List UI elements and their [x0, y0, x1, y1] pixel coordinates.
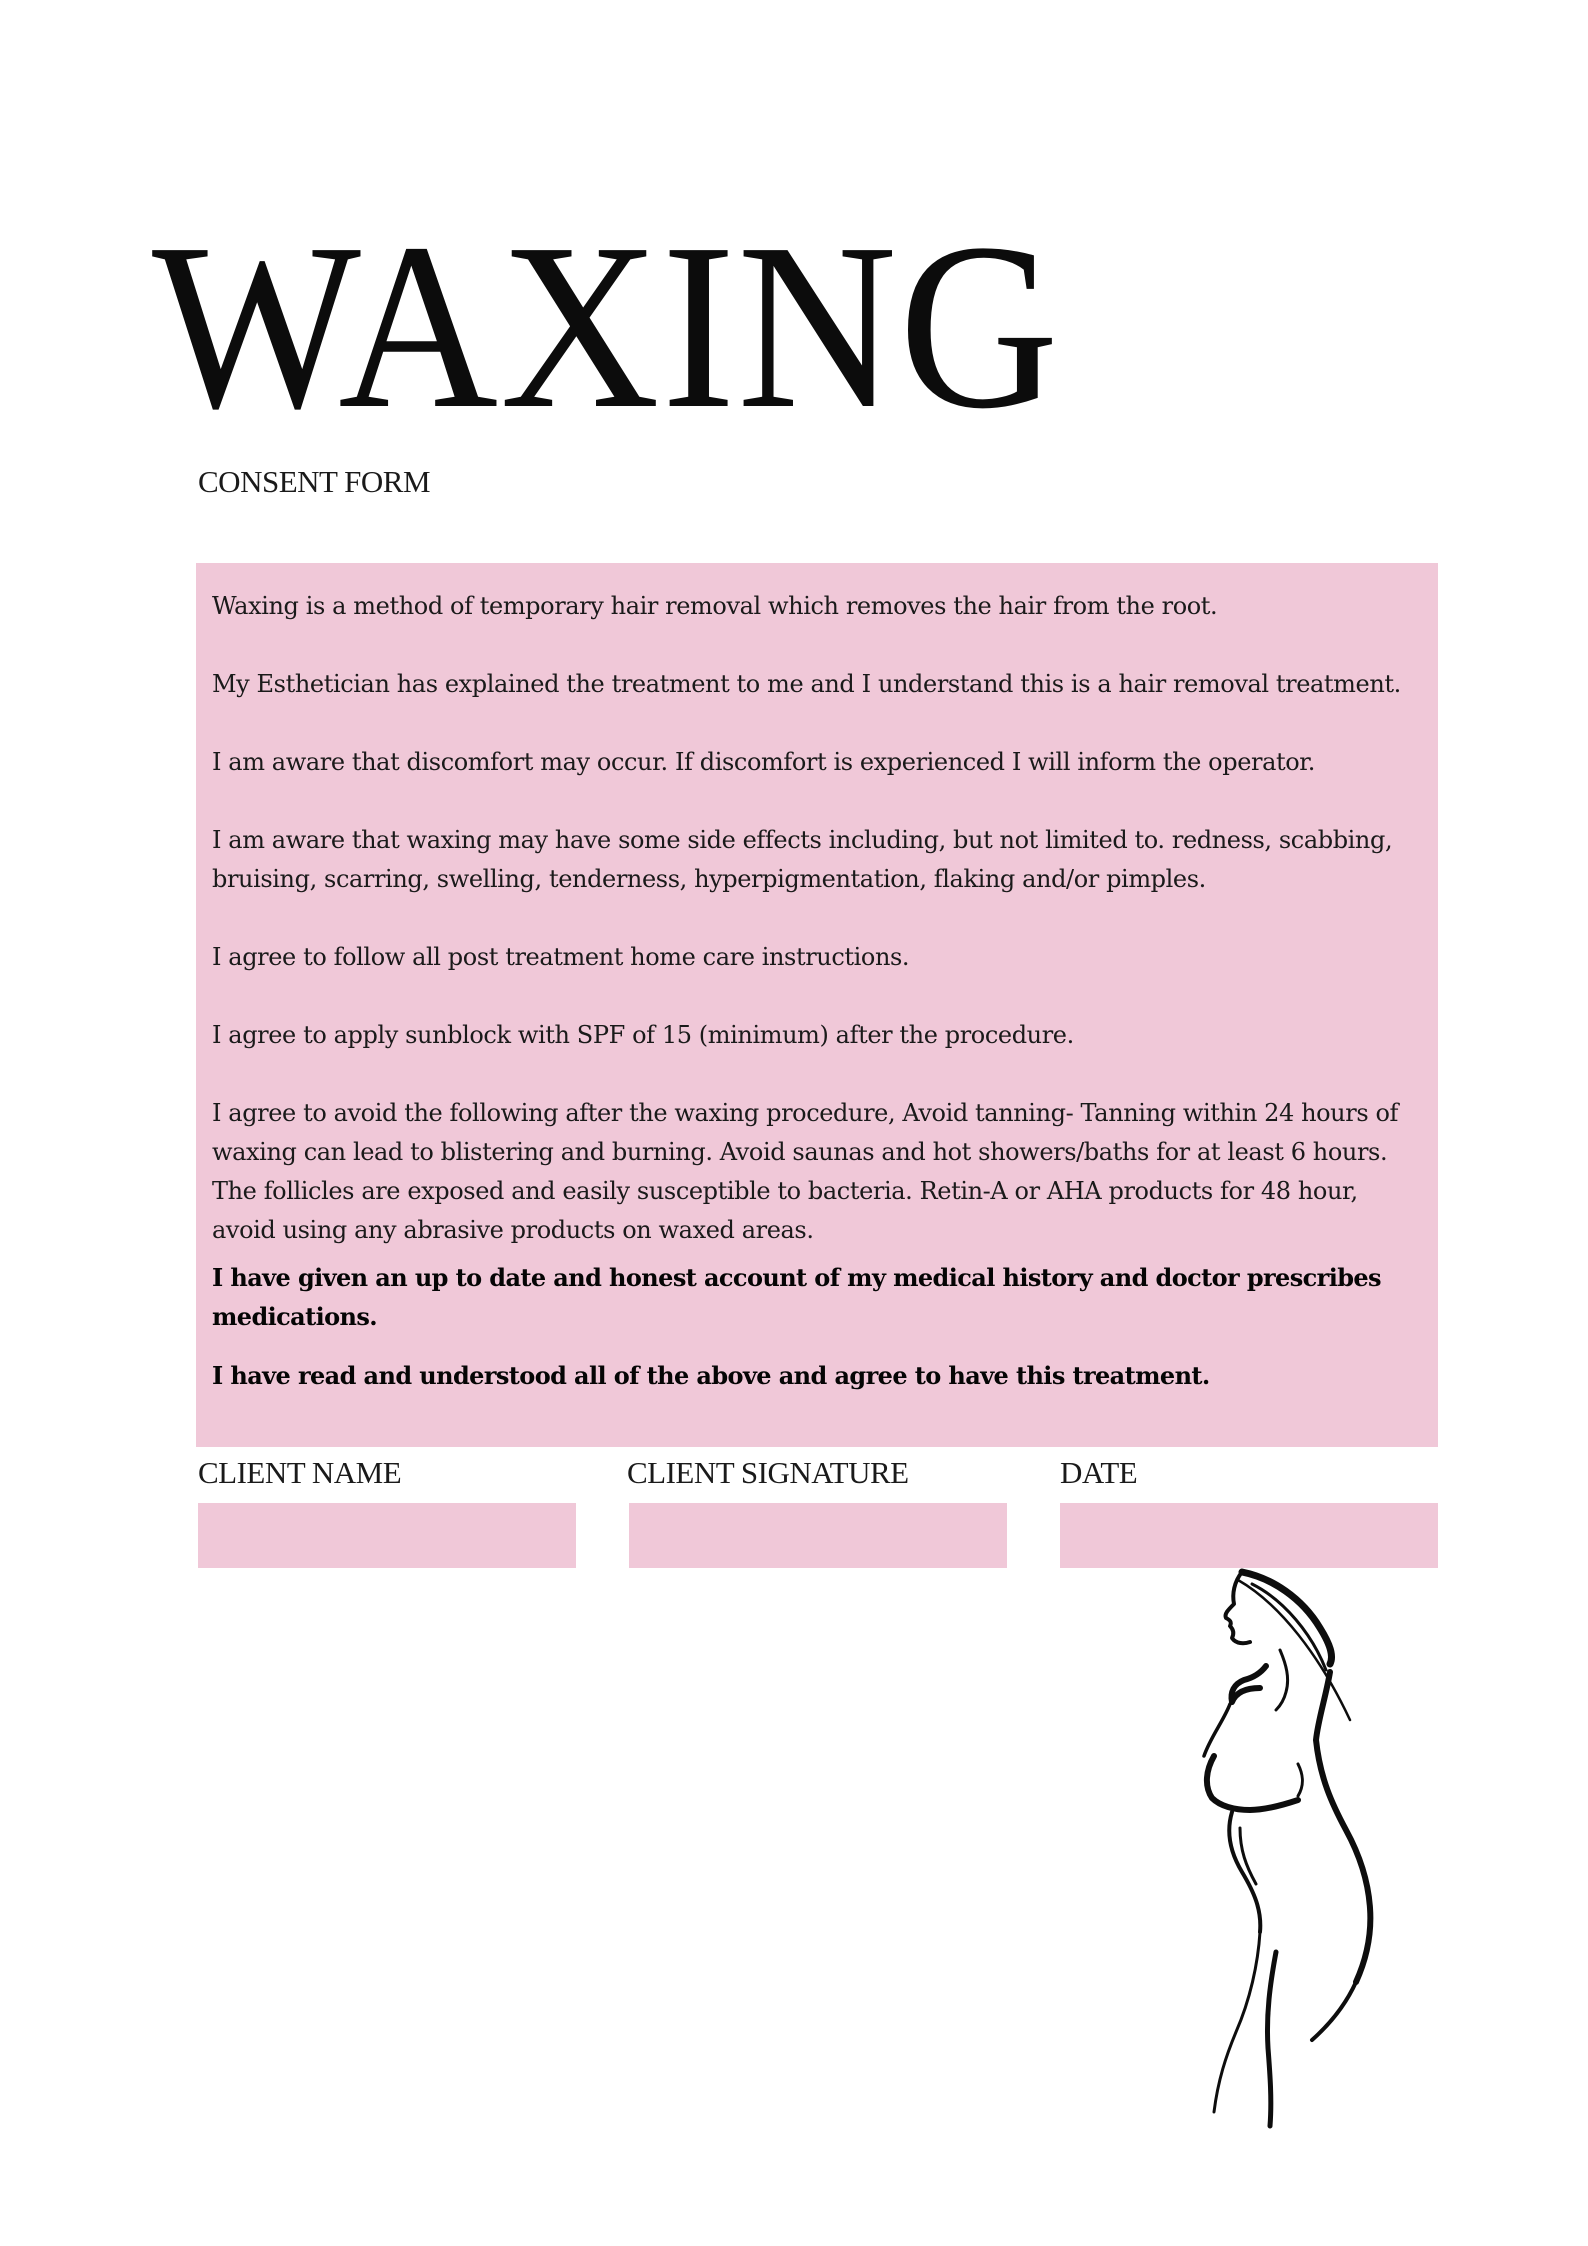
- consent-statement-medical-history: I have given an up to date and honest account of my medical history and doctor prescribes medications.: [212, 1263, 1381, 1331]
- consent-paragraph: I am aware that waxing may have some side effects including, but not limited to. redness, scabbing, bruising, scarring, swelling, tenderness, hyperpigmentation, flaking and/or pimples.: [212, 826, 1393, 893]
- client-name-field[interactable]: [198, 1503, 576, 1568]
- consent-text-panel: [196, 563, 1438, 1447]
- consent-paragraph: I agree to follow all post treatment home care instructions.: [212, 943, 910, 971]
- date-label: DATE: [1060, 1455, 1138, 1490]
- consent-paragraph: Waxing is a method of temporary hair removal which removes the hair from the root.: [212, 592, 1218, 620]
- consent-statement-agreement: I have read and understood all of the above and agree to have this treatment.: [212, 1361, 1210, 1390]
- female-silhouette-line-art-icon: [1180, 1560, 1410, 2140]
- date-field[interactable]: [1060, 1503, 1438, 1568]
- client-name-label: CLIENT NAME: [198, 1455, 402, 1490]
- consent-paragraph: I agree to avoid the following after the waxing procedure, Avoid tanning- Tanning within 24 hours of waxing can lead to blistering and burning. Avoid saunas and hot showers/baths for at least 6 hours. The follicles are exposed and easily susceptible to bacteria. Retin-A or AHA products for 48 hour, avoid using any abrasive products on waxed areas.: [212, 1099, 1398, 1244]
- page-title: WAXING: [152, 195, 1061, 458]
- consent-paragraph: My Esthetician has explained the treatment to me and I understand this is a hair removal treatment.: [212, 670, 1401, 698]
- client-signature-field[interactable]: [629, 1503, 1007, 1568]
- consent-paragraph: I agree to apply sunblock with SPF of 15 (minimum) after the procedure.: [212, 1021, 1074, 1049]
- page-subtitle: CONSENT FORM: [198, 464, 431, 499]
- client-signature-label: CLIENT SIGNATURE: [627, 1455, 909, 1490]
- consent-paragraph: I am aware that discomfort may occur. If discomfort is experienced I will inform the operator.: [212, 748, 1315, 776]
